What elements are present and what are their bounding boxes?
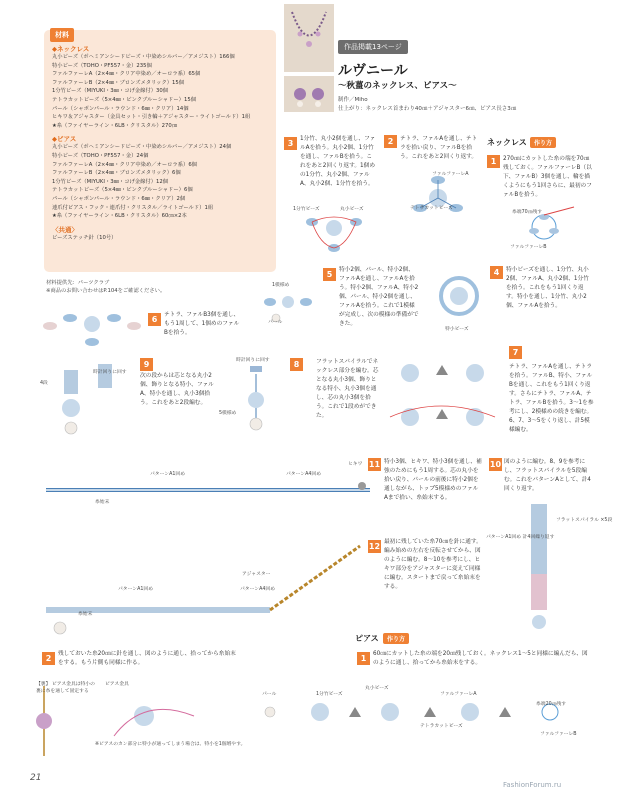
earring-step-2-number: 2: [42, 652, 55, 665]
step-5-number: 5: [323, 268, 336, 281]
finished-size: 仕上がり：ネックレス首まわり40㎝＋アジャスター6㎝、ピアス長さ3㎝: [338, 106, 517, 112]
necklace-illustration: [284, 4, 334, 72]
earring-materials-heading: ◆ピアス: [52, 135, 77, 144]
author: 制作／Miho: [338, 97, 368, 103]
necklace-how-to-tag: 作り方: [530, 137, 556, 148]
supplier-text: 材料提供先：パーツクラブ: [46, 280, 110, 286]
flat-spiral-label: フラットスパイラル ×5段: [556, 518, 613, 523]
step-2-diagram: [398, 172, 478, 232]
step-8-text: フラットスパイラルでネックレス部分を編む。芯となる丸小3個、飾りとなる特小、丸小3個を通し、芯の丸小3個を拾う。これで1段めができた。: [316, 359, 379, 419]
earring-step-2-text: 残しておいた糸20㎝に針を通し、図のように通し、拾ってから糸始末をする。もう片側も同様に作る。: [58, 651, 236, 666]
step-11-diagram: [40, 474, 375, 504]
necklace-section-title: ネックレス: [487, 138, 527, 147]
step-5-diagram: [256, 282, 321, 327]
earring-step-1-text: 60㎝にカットした糸の端を20㎝残しておく。ネックレス1〜5と同様に編んだら、図のように通し、拾ってから糸始末をする。: [373, 651, 588, 666]
farfalle-a-label-1: ファルファーレA: [432, 172, 469, 177]
earring-material-item: 特小ビーズ（TOHO・PF557・金）24個: [52, 152, 149, 159]
earring-material-item: ファルファーレA（2×4㎜・クリア中染め／オーロラ系）6個: [52, 161, 197, 168]
earring-hook-label: ピアス金具: [105, 682, 129, 687]
page-number: 21: [30, 773, 42, 783]
fin-label-1: 糸始末: [95, 500, 110, 505]
materials-list: [52, 44, 274, 242]
step-12-text: 最初に残していた糸70㎝を針に通す。編み始めの左右を反転させてから、図のように編む。8〜10を参考にし、ヒキワ部分をアジャスターに変えて同様に編む。スタートまで戻って糸始末をする。: [384, 539, 482, 590]
step-4-diagram: [432, 270, 487, 330]
materials-tag: 材料: [50, 28, 74, 42]
farfalle-a-label-2: ファルファーレA: [440, 692, 477, 697]
step-10-number: 10: [489, 460, 502, 469]
necklace-material-item: テトラカットビーズ（5×4㎜・ピンクブルーシャドー）15個: [52, 96, 196, 103]
step-8-diagram: [244, 360, 289, 440]
earring-note: ※ピアスのカン部分に特小が通ってしまう場合は、特小を1個増やす。: [95, 742, 246, 747]
common-material-item: ビーズステッチ針（10号）: [52, 234, 117, 241]
necklace-material-item: パール（シャボンパール・ラウンド・6㎜・クリア）14個: [52, 105, 189, 112]
necklace-material-item: ★糸（ファイヤーライン・6LB・クリスタル）270㎝: [52, 122, 178, 129]
step-9-number: 9: [140, 358, 153, 371]
clockwise-label-9: 時計回りに回す: [93, 370, 127, 375]
earring-material-item: テトラカットビーズ（5×4㎜・ピンクブルーシャドー）6個: [52, 187, 193, 194]
step-7-diagram: [380, 355, 505, 440]
necklace-materials-heading: ◆ネックレス: [52, 45, 90, 53]
watermark: FashionForum.ru: [503, 781, 562, 789]
feature-page-tag: 作品掲載13ページ: [338, 40, 408, 54]
earring-section-title: ピアス: [355, 634, 379, 643]
common-materials-heading: 〈共通〉: [52, 225, 78, 234]
step-10-text: 図のように編む。8、9を参考にし、フラットスパイラルを5段編む。これをパターンAとして、計4回くり返す。: [504, 459, 591, 492]
pattern-1-label: 1模様め: [272, 283, 290, 288]
bugle-label-1: 1分竹ビーズ: [293, 207, 320, 212]
step-3-text: 1分竹、丸小2個を通し、ファルAを拾う。丸小2個、1分竹を通し、ファルBを拾う。これをあと2回くり返す。1個めの1分竹、丸小2個、ファルA、丸小2個、1分竹を拾う。: [300, 136, 376, 187]
earring-materials: [52, 143, 274, 220]
thread-end-20-label: 糸端20㎝残す: [536, 702, 567, 707]
earring-material-item: パール（シャボンパール・ラウンド・6㎜・クリア）2個: [52, 195, 186, 202]
hikiwa-label: ヒキワ: [348, 462, 363, 467]
pattern-a1-label-1: パターンA1回め: [150, 472, 186, 477]
step-4-number: 4: [490, 266, 503, 279]
step-5-text: 特小2個、パール、特小2個、ファルAを通し、ファルAを拾う。特小2個、ファルA、特小2個、パール、特小2個を通し、ファルAを拾う。これで1模様が完成し、次の模様の準備ができた。: [339, 267, 419, 327]
pattern-5-label: 5模様め: [219, 411, 237, 416]
necklace-material-item: 1分竹ビーズ（MIYUKI・3㎜・コげ金線付）30個: [52, 88, 169, 95]
four-dan-label: 4段: [40, 381, 48, 386]
size15-label-1: 特小ビーズ: [445, 327, 469, 332]
inquiry-note: ※商品のお問い合わせはP.104をご確認ください。: [46, 288, 166, 294]
pattern-a4-label-1: パターンA4回め: [286, 472, 322, 477]
earring-material-item: ファルファーレB（2×4㎜・ブロンズメタリック）6個: [52, 170, 181, 177]
pattern-a4-label-2: パターンA4回め: [240, 587, 276, 592]
earring-material-item: 1分竹ビーズ（MIYUKI・3㎜・コげ金線付）12個: [52, 178, 169, 185]
step-9-text: 次の段からは芯となる丸小2個、飾りとなる特小、ファルA、特小を通し、丸小3個拾う。これをあと2段編む。: [140, 373, 214, 406]
step-1-number: 1: [487, 155, 500, 168]
necklace-materials: [52, 53, 274, 130]
necklace-material-item: 丸小ビーズ（ボヘミアンシードビーズ・中染めシルバー／アメジスト）166個: [52, 54, 235, 60]
clockwise-label-8: 時計回りに回す: [236, 358, 270, 363]
farfalle-b-label-1: ファルファーレB: [510, 245, 547, 250]
step-7-number: 7: [509, 346, 522, 359]
step-12-number: 12: [368, 542, 381, 551]
step-6-diagram: [40, 300, 144, 350]
earring-illustration: [284, 76, 334, 112]
necklace-material-item: ファルファーレA（2×4㎜・クリア中染め／オーロラ系）65個: [52, 71, 201, 78]
earring-step-1-number: 1: [357, 652, 370, 665]
earring-photo: [284, 76, 334, 112]
necklace-material-item: ファルファーレB（2×4㎜・ブロンズメタリック）15個: [52, 79, 185, 86]
pattern-a1-label-2: パターンA1回め: [118, 587, 154, 592]
step-11-number: 11: [368, 460, 381, 469]
step-1-text: 270㎝にカットした糸の端を70㎝残しておく。ファルファーレB（以下、ファルB）3個を通し、輪を描くようにもう1回さらに、最初のファルBを拾う。: [503, 156, 592, 198]
bugle-label-2: 1分竹ビーズ: [316, 692, 343, 697]
necklace-material-item: ヒキワ＆アジャスター（金具セット・引き輪＋アジャスター・ライトゴールド）1組: [52, 114, 251, 121]
size11-label-2: 丸小ビーズ: [365, 686, 389, 691]
page-title: ルヴニール: [338, 63, 408, 79]
step-6-number: 6: [148, 313, 161, 326]
step-3-diagram: [292, 210, 377, 260]
step-4-text: 特小ビーズを通し、1分竹、丸小2個、ファルA、丸小2個、1分竹を拾う。これをもう1回くり返す。特小を通し、1分竹、丸小2個、ファルAを拾う。: [506, 267, 589, 309]
earring-material-item: 連爪付ピアス・フック・連爪付・クリスタル／ライトゴールド）1組: [52, 204, 214, 211]
step-2-number: 2: [384, 135, 397, 148]
earring-material-item: ★糸（ファイヤーライン・6LB・クリスタル）60㎝×2本: [52, 213, 187, 220]
step-10-diagram: [527, 500, 552, 650]
necklace-material-item: 特小ビーズ（TOHO・PF557・金）235個: [52, 62, 152, 69]
step-12-diagram: [40, 540, 370, 640]
earring-back-note: 【裏】 ピアス金具は特小の裏に糸を通して固定する: [36, 682, 95, 694]
thread-end-70-label: 糸端70㎝残す: [512, 210, 543, 215]
step-6-text: テトラ、ファルB3個を通し、もう1周して、1個めのファルBを拾う。: [164, 312, 240, 336]
pearl-label-2: パール: [262, 692, 277, 697]
page-subtitle: ～秋薑のネックレス、ピアス～: [338, 81, 457, 91]
step-11-text: 特小3個、ヒキワ、特小3個を通し、補強のためにもう1周する。芯の丸小を拾い戻り、パールの前後に特小2個を通しながら、トップ5模様めのファルAまで拾い、糸始末する。: [384, 459, 482, 501]
step-7-text: テトラ、ファルAを通し、テトラを拾う。ファルB、特小、ファルBを通し、これをもう1回くり返す。さらにテトラ、ファルA、テトラ、ファルBを拾う。3〜1を参考にし、2模様めの続きを編む。6、7、3〜5をくり返し、計5模様編む。: [509, 364, 594, 433]
earring-how-to-tag: 作り方: [383, 633, 409, 644]
pattern-a-repeat-label: パターンA1回め 計4回繰り返す: [486, 535, 555, 540]
adjuster-label: アジャスター: [242, 572, 271, 577]
earring-material-item: 丸小ビーズ（ボヘミアンシードビーズ・中染めシルバー／アメジスト）24個: [52, 144, 232, 151]
step-8-number: 8: [290, 358, 303, 371]
tetra-label-1: テトラカットビーズ: [410, 206, 453, 211]
pearl-label-1: パール: [268, 320, 283, 325]
tetra-label-2: テトラカットビーズ: [420, 724, 463, 729]
step-2-text: テトラ、ファルAを通し、テトラを拾い戻り、ファルBを拾う。これをあと2回くり返す。: [400, 136, 478, 160]
necklace-photo: [284, 4, 334, 72]
step-3-number: 3: [284, 137, 297, 150]
farfalle-b-label-2: ファルファーレB: [540, 732, 577, 737]
fin-label-2: 糸始末: [78, 612, 93, 617]
size11-label-1: 丸小ビーズ: [340, 207, 364, 212]
